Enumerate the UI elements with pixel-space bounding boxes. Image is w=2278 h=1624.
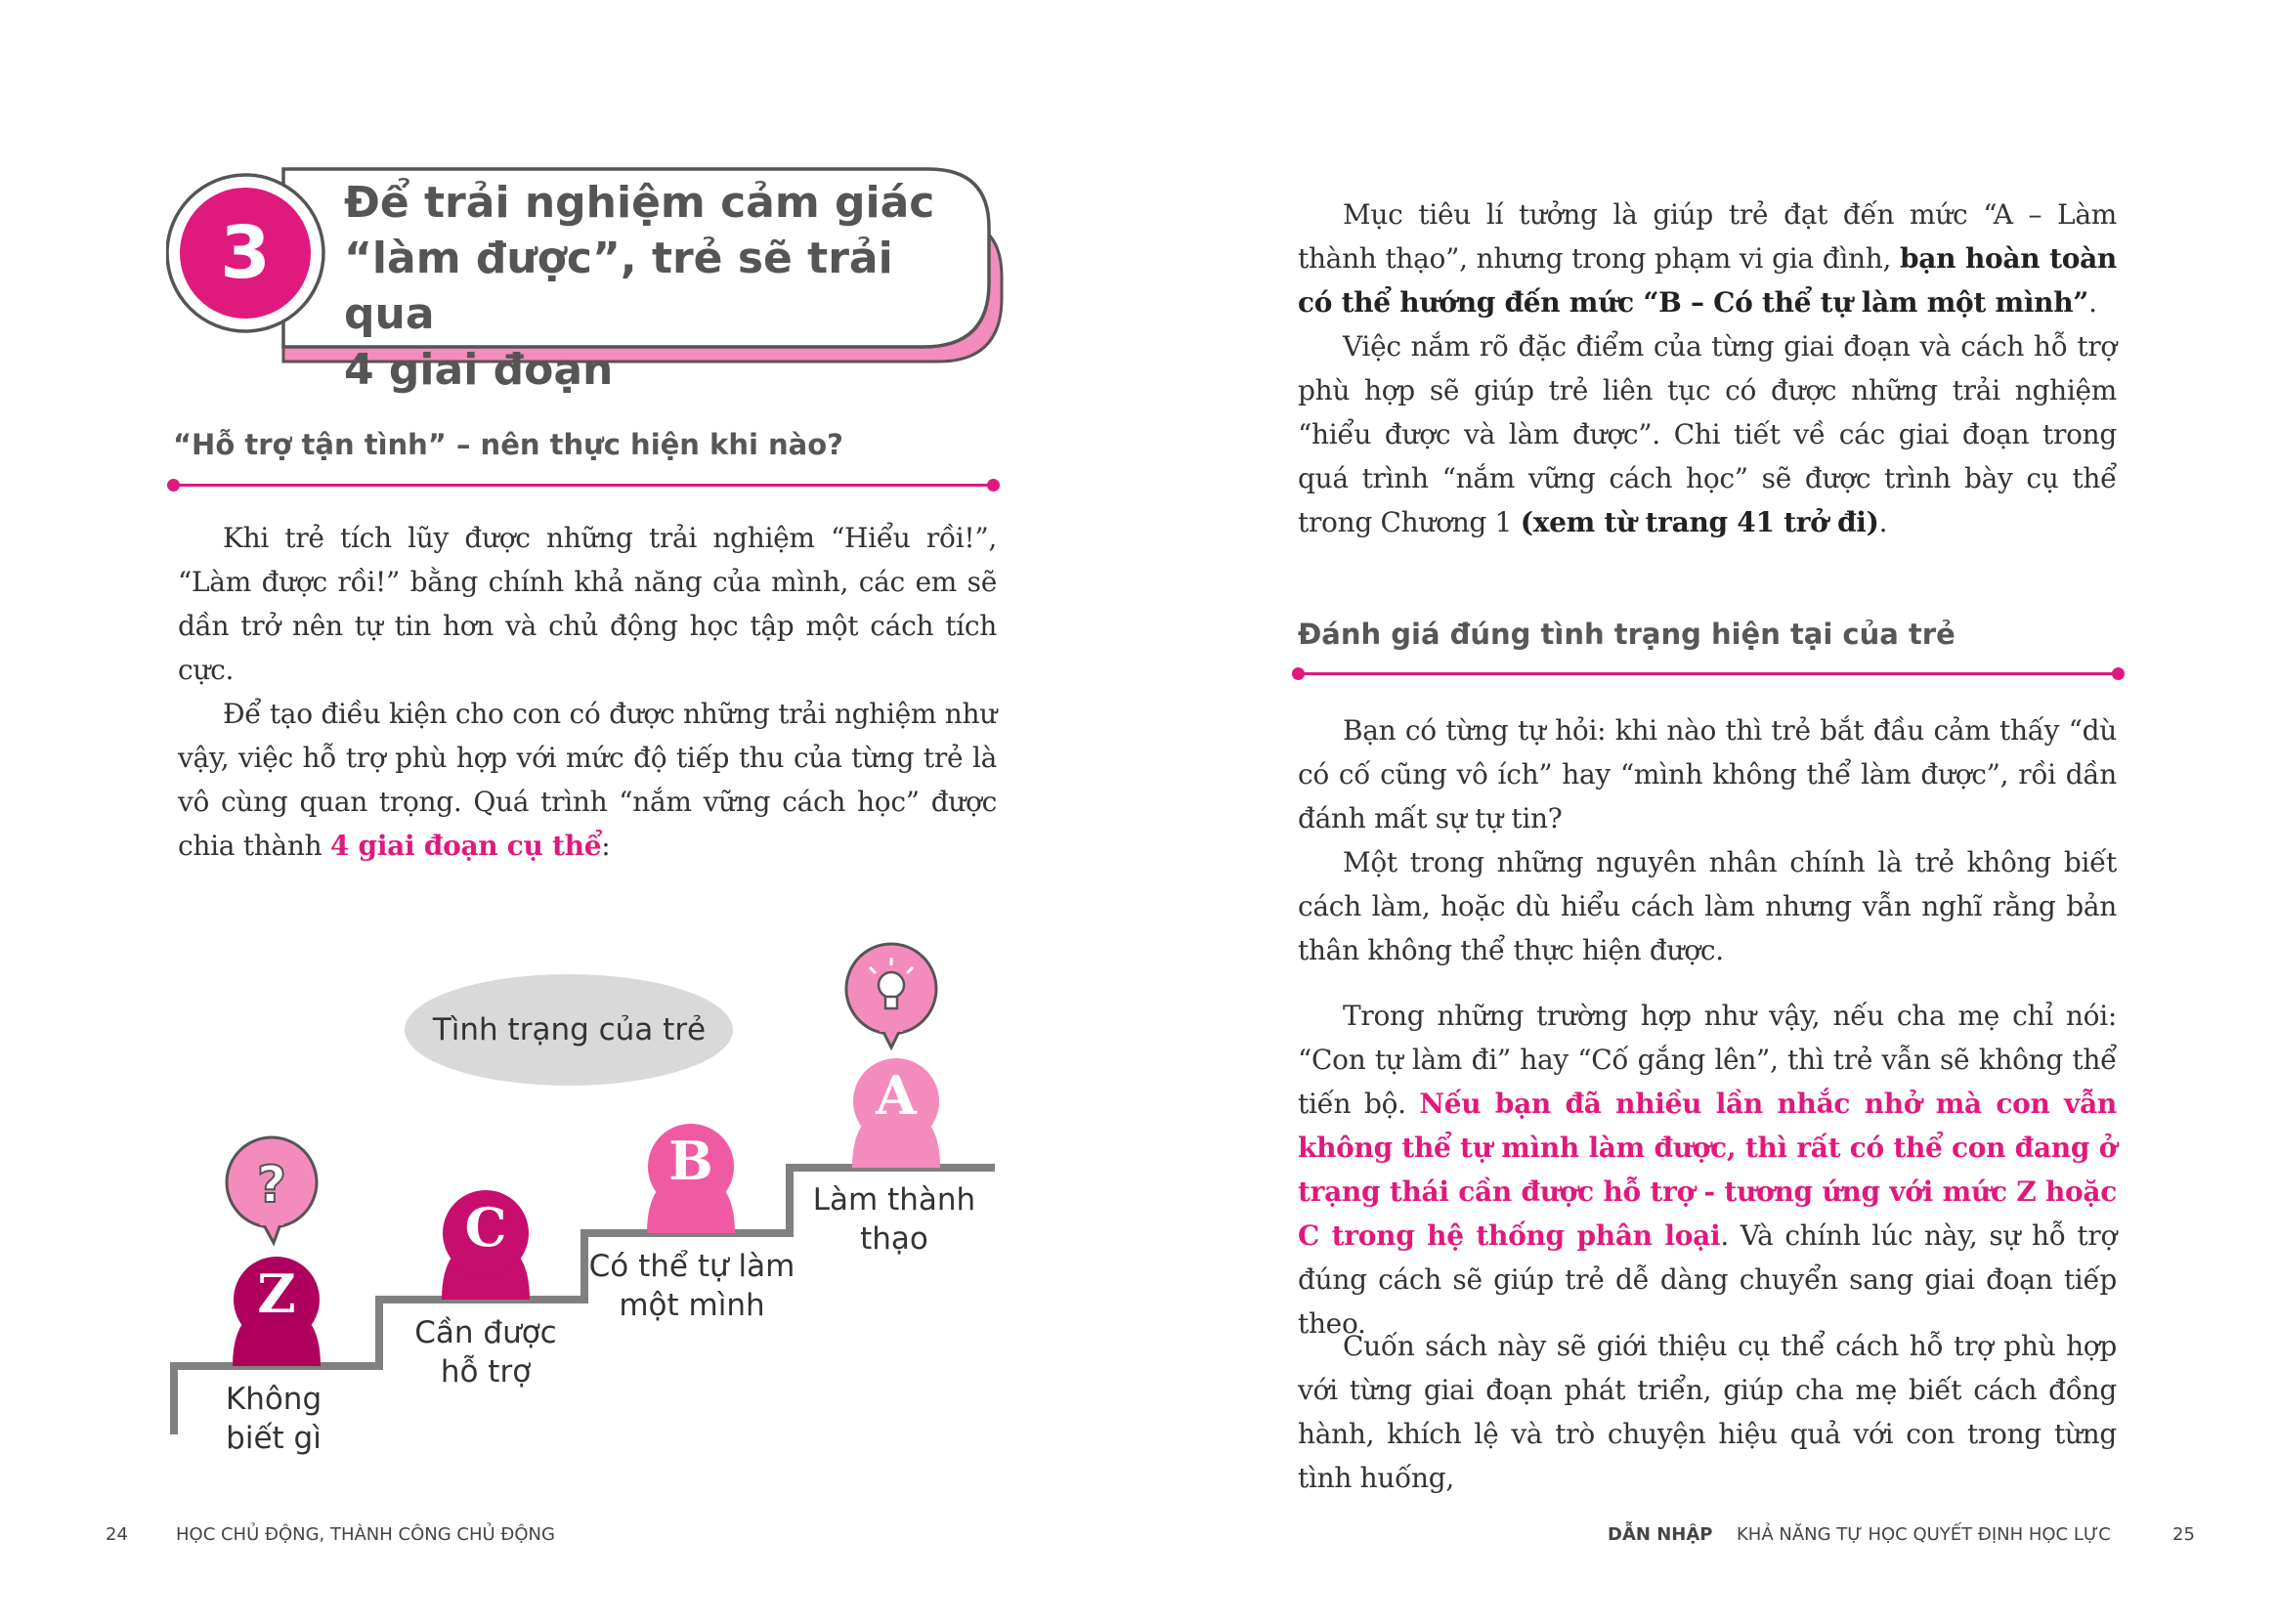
bold-text: (xem từ trang 41 trở đi) [1520, 506, 1879, 538]
section-label: DẪN NHẬP [1608, 1524, 1713, 1545]
running-title: KHẢ NĂNG TỰ HỌC QUYẾT ĐỊNH HỌC LỰC [1737, 1524, 2111, 1545]
chapter-title [344, 175, 969, 398]
step-label-line: hỗ trợ [440, 1354, 532, 1389]
level-letter-a: A [876, 1064, 917, 1127]
paragraph-text: Khi trẻ tích lũy được những trải nghiệm “Hiểu rồi!”, “Làm được rồi!” bằng chính khả năng của mình, các em sẽ dần trở nên tự tin hơn và chủ động học tập một cách tích cực. [178, 522, 997, 686]
level-letter-c: C [464, 1196, 507, 1259]
section-divider [173, 484, 994, 487]
paragraph [1298, 840, 2117, 972]
paragraph-text: Để tạo điều kiện cho con có được những trải nghiệm như vậy, việc hỗ trợ phù hợp với mức độ tiếp thu của từng trẻ là vô cùng quan trọng. Quá trình “nắm vững cách học” được chia thành [178, 698, 997, 862]
step-label-line: Cần được [414, 1315, 557, 1350]
step-label-b [584, 1247, 799, 1325]
paragraph-text: Cuốn sách này sẽ giới thiệu cụ thể cách hỗ trợ phù hợp với từng giai đoạn phát triển, giúp cha mẹ biết cách đồng hành, khích lệ và trò chuyện hiệu quả với con trong từng tình huống, [1298, 1330, 2117, 1494]
right-page [1139, 0, 2278, 1624]
paragraph-text: Một trong những nguyên nhân chính là trẻ không biết cách làm, hoặc dù hiểu cách làm nhưng vẫn nghĩ rằng bản thân không thể thực hiện được. [1298, 846, 2117, 966]
section-heading: “Hỗ trợ tận tình” – nên thực hiện khi nào? [173, 428, 843, 461]
bold-text: bạn hoàn toàn có thể hướng đến mức “B – Có thể tự làm một mình” [1298, 242, 2117, 319]
section-heading: Đánh giá đúng tình trạng hiện tại của trẻ [1298, 618, 1956, 651]
highlight-text: 4 giai đoạn cụ thể [329, 830, 602, 862]
chapter-title-line: “làm được”, trẻ sẽ trải qua [344, 234, 893, 339]
paragraph-text: . [2088, 286, 2097, 319]
running-title: HỌC CHỦ ĐỘNG, THÀNH CÔNG CHỦ ĐỘNG [176, 1524, 555, 1545]
level-letter-z: Z [257, 1262, 296, 1325]
paragraph [178, 516, 997, 692]
paragraph-text: Trong những trường hợp như vậy, nếu cha mẹ chỉ nói: “Con tự làm đi” hay “Cố gắng lên”, thì trẻ vẫn sẽ không thể tiến bộ. [1298, 1000, 2117, 1120]
step-label-line: biết gì [226, 1421, 322, 1456]
paragraph [1298, 708, 2117, 840]
paragraph-text: . [1878, 506, 1888, 538]
paragraph [1298, 324, 2117, 544]
chapter-title-line: Để trải nghiệm cảm giác [344, 178, 935, 228]
highlight-text: Nếu bạn đã nhiều lần nhắc nhở mà con vẫn không thể tự mình làm được, thì rất có thể con đang ở trạng thái cần được hỗ trợ - tương ứng với mức Z hoặc C trong hệ thống phân loại [1298, 1088, 2117, 1252]
learning-stages-diagram [166, 928, 1026, 1475]
paragraph-text: : [601, 830, 611, 862]
step-label-line: thạo [860, 1221, 928, 1257]
step-label-c [393, 1313, 579, 1391]
paragraph [1298, 192, 2117, 324]
svg-text:?: ? [256, 1156, 287, 1215]
chapter-title-line: 4 giai đoạn [344, 345, 614, 395]
step-label-line: một mình [619, 1288, 765, 1323]
question-mark-icon [227, 1137, 317, 1243]
paragraph-text: Bạn có từng tự hỏi: khi nào thì trẻ bắt đầu cảm thấy “dù có cố cũng vô ích” hay “mình không thể làm được”, rồi dần đánh mất sự tự tin? [1298, 714, 2117, 834]
chapter-header [166, 161, 1016, 395]
paragraph [1298, 1324, 2117, 1500]
step-label-line: Làm thành [812, 1182, 976, 1218]
paragraph-text: Việc nắm rõ đặc điểm của từng giai đoạn và cách hỗ trợ phù hợp sẽ giúp trẻ liên tục có được những trải nghiệm “hiểu được và làm được”. Chi tiết về các giai đoạn trong quá trình “nắm vững cách học” sẽ được trình bày cụ thể trong Chương 1 [1298, 330, 2117, 538]
page-number: 25 [2172, 1524, 2195, 1545]
step-label-line: Không [225, 1382, 322, 1417]
step-label-line: Có thể tự làm [588, 1249, 795, 1284]
chapter-number: 3 [220, 211, 271, 295]
step-label-z [186, 1380, 362, 1458]
page-number: 24 [106, 1524, 128, 1545]
paragraph [1298, 994, 2117, 1346]
paragraph-text: Mục tiêu lí tưởng là giúp trẻ đạt đến mức “A – Làm thành thạo”, nhưng trong phạm vi gia đình, [1298, 198, 2117, 275]
section-divider [1298, 672, 2119, 675]
paragraph [178, 692, 997, 868]
level-letter-b: B [668, 1130, 713, 1192]
paragraph-text: . Và chính lúc này, sự hỗ trợ đúng cách sẽ giúp trẻ dễ dàng chuyển sang giai đoạn tiếp theo. [1298, 1219, 2118, 1340]
status-bubble-label: Tình trạng của trẻ [432, 1012, 707, 1047]
lightbulb-icon [846, 944, 936, 1047]
step-label-a [801, 1180, 987, 1259]
